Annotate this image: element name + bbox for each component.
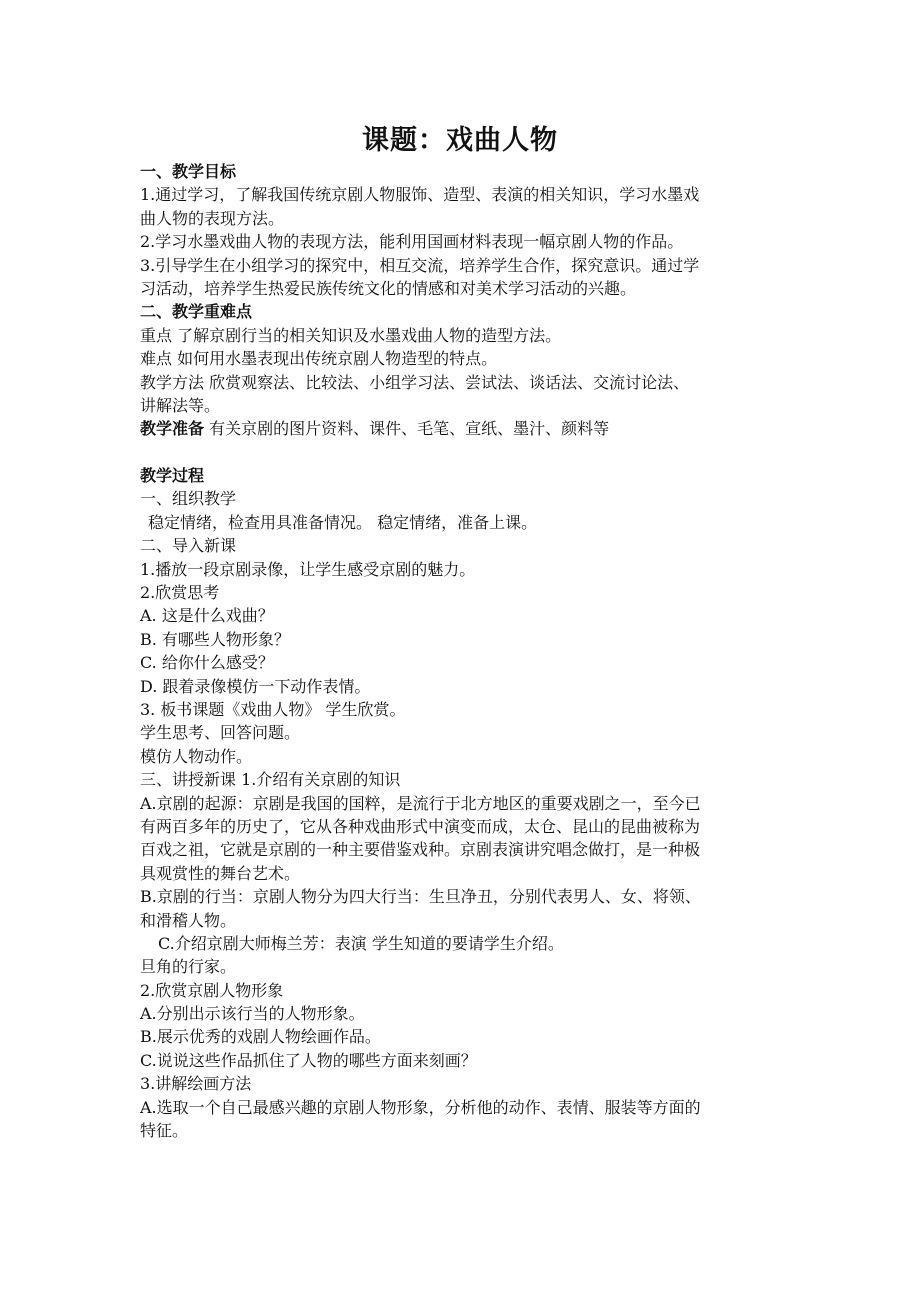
text-line: 2.欣赏京剧人物形象 [140,980,284,1000]
text-line: C. 给你什么感受？ [140,653,274,673]
text-line: 1.通过学习，了解我国传统京剧人物服饰、造型、表演的相关知识，学习水墨戏 [140,185,700,205]
text-line: 难点 如何用水墨表现出传统京剧人物造型的特点。 [140,349,498,369]
text-line: 讲解法等。 [140,395,221,415]
text-line: 3.引导学生在小组学习的探究中，相互交流，培养学生合作，探究意识。通过学 [140,255,700,275]
text-line: C.介绍京剧大师梅兰芳：表演 学生知道的要请学生介绍。 [158,933,564,953]
text-line: 曲人物的表现方法。 [140,208,285,228]
text-line: 习活动，培养学生热爱民族传统文化的情感和对美术学习活动的兴趣。 [140,278,637,298]
text-line: 3. 板书课题《戏曲人物》 学生欣赏。 [140,699,406,719]
text-line: 和滑稽人物。 [140,910,237,930]
text-line: 2.学习水墨戏曲人物的表现方法，能利用国画材料表现一幅京剧人物的作品。 [140,232,684,252]
document-body [140,160,790,1142]
text-line: 三、讲授新课 1.介绍有关京剧的知识 [140,770,401,790]
text-line: 二、导入新课 [140,536,237,556]
text-line: A. 这是什么戏曲？ [140,606,274,626]
text-line: A.京剧的起源：京剧是我国的国粹，是流行于北方地区的重要戏剧之一，至今已 [140,793,701,813]
section-heading: 一、教学目标 [140,162,237,181]
text-line: B.展示优秀的戏剧人物绘画作品。 [140,1027,381,1047]
text-line: 2.欣赏思考 [140,583,220,603]
text-line: 一、组织教学 [140,489,237,509]
text-line: 1.播放一段京剧录像，让学生感受京剧的魅力。 [140,559,476,579]
text-line: 有两百多年的历史了，它从各种戏曲形式中演变而成，太仓、昆山的昆曲被称为 [140,816,701,836]
document-title: 课题：戏曲人物 [362,125,558,156]
text-line: 旦角的行家。 [140,957,237,977]
inline-text: 有关京剧的图片资料、课件、毛笔、宣纸、墨汁、颜料等 [204,419,610,439]
text-line: D. 跟着录像模仿一下动作表情。 [140,676,371,696]
text-line: 具观赏性的舞台艺术。 [140,863,301,883]
text-line: 模仿人物动作。 [140,746,253,766]
text-line: 稳定情绪，检查用具准备情况。 稳定情绪，准备上课。 [148,512,538,532]
text-line: A.分别出示该行当的人物形象。 [140,1004,365,1024]
text-line: A.选取一个自己最感兴趣的京剧人物形象，分析他的动作、表情、服装等方面的 [140,1097,701,1117]
section-heading: 二、教学重难点 [140,302,253,322]
text-line: B. 有哪些人物形象？ [140,629,290,649]
text-line: 学生思考、回答问题。 [140,723,301,743]
section-heading: 教学过程 [140,466,205,486]
blank-line [140,441,790,464]
text-line: 重点 了解京剧行当的相关知识及水墨戏曲人物的造型方法。 [140,325,562,345]
text-line: B.京剧的行当：京剧人物分为四大行当：生旦净丑，分别代表男人、女、将领、 [140,887,701,907]
text-line: 教学方法 欣赏观察法、比较法、小组学习法、尝试法、谈话法、交流讨论法、 [140,372,690,392]
text-line: C.说说这些作品抓住了人物的哪些方面来刻画？ [140,1050,477,1070]
text-line: 百戏之祖，它就是京剧的一种主要借鉴戏种。京剧表演讲究唱念做打，是一种极 [140,840,701,860]
inline-label: 教学准备 [140,419,205,439]
text-line: 特征。 [140,1121,189,1141]
text-line: 3.讲解绘画方法 [140,1074,252,1094]
text-line [140,417,790,440]
